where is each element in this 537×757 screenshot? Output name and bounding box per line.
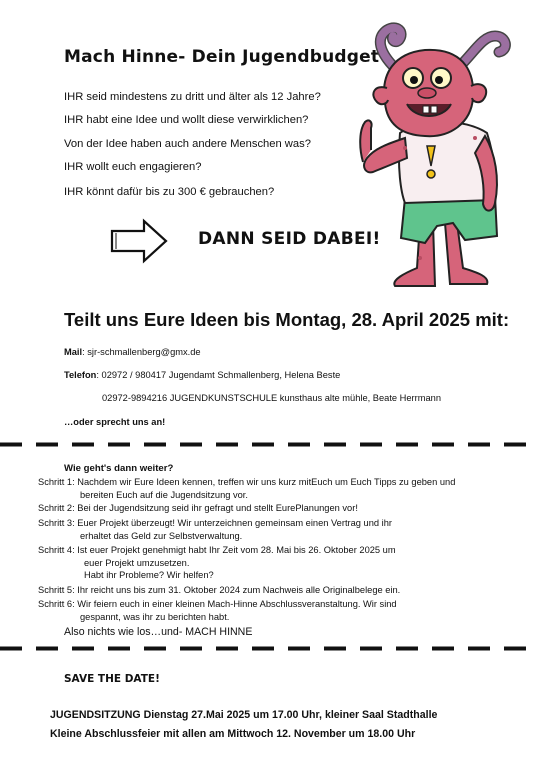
contact-mail [64,347,201,357]
step-text: Schritt 6: Wir feiern euch in einer kleinen Mach-Hinne Abschlussveranstaltung. Wir sind [38,599,397,609]
step-text: Schritt 2: Bei der Jugendsitzung seid ihr gefragt und stellt EurePlanungen vor! [38,503,358,513]
mail-value[interactable]: : sjr-schmallenberg@gmx.de [82,347,201,357]
step-continuation: bereiten Euch auf die Jugendsitzung vor. [80,489,248,500]
step-4 [38,544,396,582]
monster-illustration [325,18,525,298]
mail-label: Mail [64,347,83,357]
page-title: Mach Hinne- Dein Jugendbudget [64,47,380,67]
question-1: IHR seid mindestens zu dritt und älter als 12 Jahre? [64,91,321,103]
contact-phone [64,370,340,380]
dashed-divider [0,442,537,447]
step-continuation: erhaltet das Geld zur Selbstverwaltung. [80,530,243,541]
question-4: IHR wollt euch engagieren? [64,161,202,173]
steps-heading: Wie geht's dann weiter? [64,463,174,474]
contact-talk: …oder sprecht uns an! [64,417,166,427]
step-continuation: gespannt, was ihr zu berichten habt. [80,611,230,622]
save-the-date-heading: SAVE THE DATE! [64,673,160,685]
step-text: Schritt 3: Euer Projekt überzeugt! Wir unterzeichnen gemeinsam einen Vertrag und ihr [38,518,392,528]
step-3 [38,517,392,542]
dashed-divider [0,646,537,651]
step-text: Schritt 5: Ihr reicht uns bis zum 31. Oktober 2024 zum Nachweis alle Originalbelege ein. [38,585,401,595]
step-1 [38,476,455,501]
question-3: Von der Idee haben auch andere Menschen was? [64,138,311,150]
right-arrow-icon [110,218,168,264]
step-text: Schritt 4: Ist euer Projekt genehmigt habt Ihr Zeit vom 28. Mai bis 26. Oktober 2025 um [38,545,396,555]
call-to-action: DANN SEID DABEI! [198,229,381,249]
event-2: Kleine Abschlussfeier mit allen am Mittwoch 12. November um 18.00 Uhr [50,728,416,740]
step-2 [38,502,358,515]
contact-phone-2: 02972-9894216 JUGENDKUNSTSCHULE kunsthaus alte mühle, Beate Herrmann [102,393,441,403]
question-5: IHR könnt dafür bis zu 300 € gebrauchen? [64,186,275,198]
phone-value: : 02972 / 980417 Jugendamt Schmallenberg, Helena Beste [96,370,341,380]
step-continuation-2: Habt ihr Probleme? Wir helfen? [84,570,214,580]
deadline-headline: Teilt uns Eure Ideen bis Montag, 28. April 2025 mit: [64,309,510,330]
step-continuation: euer Projekt umzusetzen. [84,557,190,568]
event-1: JUGENDSITZUNG Dienstag 27.Mai 2025 um 17.00 Uhr, kleiner Saal Stadthalle [50,709,438,721]
step-6 [38,598,397,623]
step-5 [38,584,400,597]
question-2: IHR habt eine Idee und wollt diese verwirklichen? [64,114,309,126]
phone-label: Telefon [64,370,97,380]
step-text: Schritt 1: Nachdem wir Eure Ideen kennen, treffen wir uns kurz mitEuch um Euch Tipps zu geben und [38,477,456,487]
closing-line: Also nichts wie los…und- MACH HINNE [64,626,253,638]
